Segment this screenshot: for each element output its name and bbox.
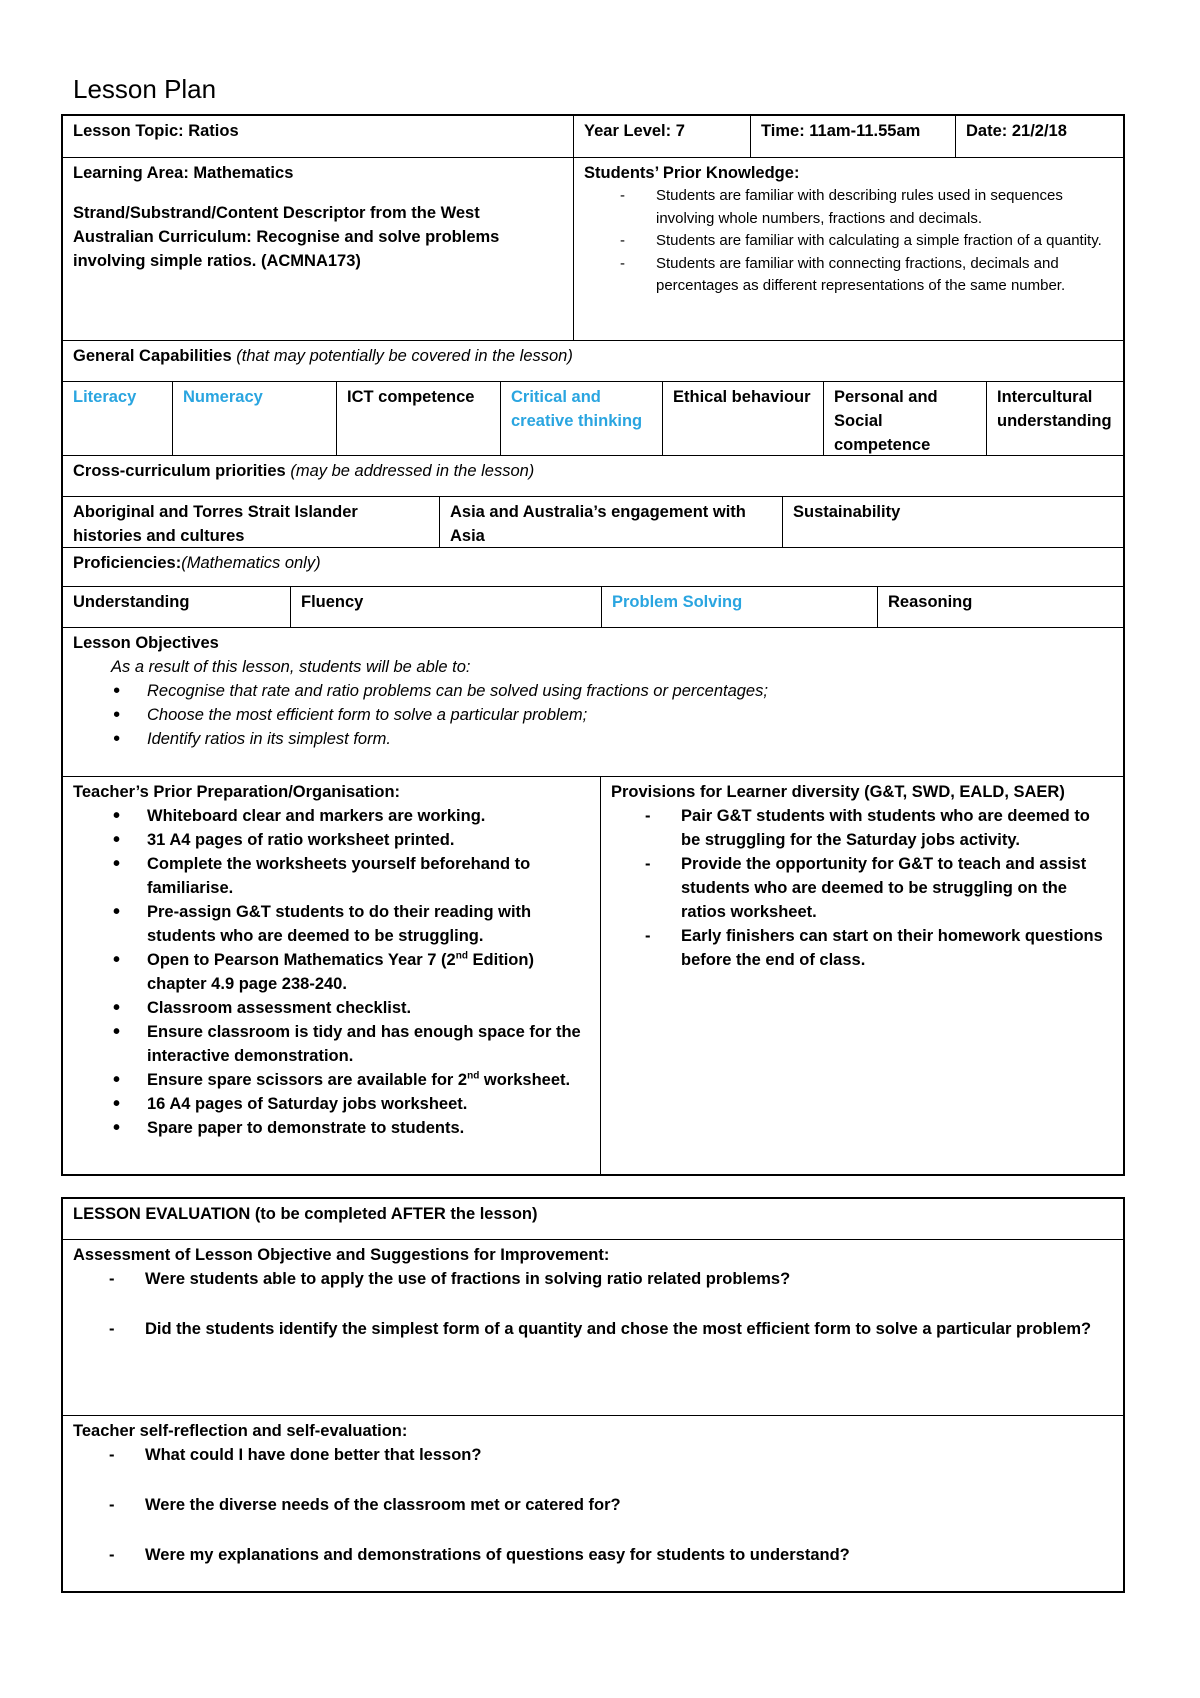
objective-item: • Identify ratios in its simplest form. bbox=[111, 727, 1113, 751]
objectives-title: Lesson Objectives bbox=[73, 634, 219, 652]
proficiency-problem-solving: Problem Solving bbox=[601, 587, 877, 627]
reflection-item: - Were the diverse needs of the classroom met or catered for? bbox=[109, 1493, 1113, 1517]
assessment-cell bbox=[63, 1240, 1123, 1415]
proficiency-reasoning: Reasoning bbox=[877, 587, 1123, 627]
capability-personal-social: Personal and Social competence bbox=[823, 382, 986, 455]
diversity-title: Provisions for Learner diversity (G&T, SWD, EALD, SAER) bbox=[611, 783, 1065, 801]
preparation-item-text: Open to Pearson Mathematics Year 7 (2 bbox=[147, 951, 456, 969]
spacer bbox=[109, 1517, 1113, 1543]
proficiencies-row bbox=[63, 586, 1123, 627]
capabilities-label: General Capabilities bbox=[73, 347, 232, 365]
cross-curriculum-row bbox=[63, 496, 1123, 547]
preparation-item: • 16 A4 pages of Saturday jobs worksheet. bbox=[111, 1092, 590, 1116]
evaluation-title: LESSON EVALUATION (to be completed AFTER the lesson) bbox=[73, 1205, 538, 1223]
content-descriptor: Strand/Substrand/Content Descriptor from the West Australian Curriculum: Recognise and solve problems involving simple ratios. (ACMNA173) bbox=[73, 204, 500, 270]
proficiencies-note: (Mathematics only) bbox=[181, 554, 321, 572]
objective-item: • Recognise that rate and ratio problems can be solved using fractions or percentages; bbox=[111, 679, 1113, 703]
diversity-item: - Pair G&T students with students who are deemed to be struggling for the Saturday jobs activity. bbox=[645, 804, 1113, 852]
reflection-title: Teacher self-reflection and self-evaluation: bbox=[73, 1422, 408, 1440]
learning-area: Learning Area: Mathematics bbox=[73, 164, 294, 182]
objectives-cell bbox=[63, 628, 1123, 776]
superscript: nd bbox=[455, 950, 468, 962]
proficiencies-heading-row bbox=[63, 547, 1123, 586]
preparation-item-text: Edition) chapter 4.9 page 238-240. bbox=[147, 951, 534, 993]
reflection-item: - Were my explanations and demonstrations of questions easy for students to understand? bbox=[109, 1543, 1113, 1567]
header-row bbox=[63, 116, 1123, 157]
preparation-item: • Pre-assign G&T students to do their reading with students who are deemed to be struggling. bbox=[111, 900, 590, 948]
prior-knowledge-item: - Students are familiar with describing rules used in sequences involving whole numbers, fractions and decimals. bbox=[620, 185, 1113, 230]
proficiency-understanding: Understanding bbox=[73, 593, 190, 611]
prior-knowledge-title: Students’ Prior Knowledge: bbox=[584, 164, 800, 182]
lesson-topic: Lesson Topic: Ratios bbox=[73, 122, 239, 140]
spacer bbox=[109, 1291, 1113, 1317]
learning-area-cell bbox=[63, 158, 573, 340]
capabilities-row bbox=[63, 381, 1123, 455]
assessment-item: - Were students able to apply the use of fractions in solving ratio related problems? bbox=[109, 1267, 1113, 1291]
diversity-item: - Provide the opportunity for G&T to teach and assist students who are deemed to be struggling on the ratios worksheet. bbox=[645, 852, 1113, 924]
objective-item: • Choose the most efficient form to solve a particular problem; bbox=[111, 703, 1113, 727]
spacer bbox=[109, 1467, 1113, 1493]
capabilities-note: (that may potentially be covered in the lesson) bbox=[236, 347, 573, 365]
assessment-title: Assessment of Lesson Objective and Suggestions for Improvement: bbox=[73, 1246, 610, 1264]
capability-numeracy: Numeracy bbox=[172, 382, 336, 455]
diversity-cell bbox=[600, 777, 1123, 1174]
preparation-item-text: Ensure spare scissors are available for 2 bbox=[147, 1071, 468, 1089]
cross-curriculum-note: (may be addressed in the lesson) bbox=[290, 462, 535, 480]
capabilities-heading-row bbox=[63, 340, 1123, 381]
capability-ict: ICT competence bbox=[336, 382, 500, 455]
reflection-row bbox=[63, 1415, 1123, 1591]
objectives-intro: As a result of this lesson, students will be able to: bbox=[111, 658, 471, 676]
diversity-item: - Early finishers can start on their homework questions before the end of class. bbox=[645, 924, 1113, 972]
priority-asia: Asia and Australia’s engagement with Asia bbox=[439, 497, 782, 547]
priority-aboriginal: Aboriginal and Torres Strait Islander histories and cultures bbox=[73, 503, 358, 545]
preparation-item: • Spare paper to demonstrate to students. bbox=[111, 1116, 590, 1140]
capability-ethical: Ethical behaviour bbox=[662, 382, 823, 455]
lesson-plan-table bbox=[61, 114, 1125, 1176]
superscript: nd bbox=[467, 1070, 480, 1082]
preparation-item: • Whiteboard clear and markers are working. bbox=[111, 804, 590, 828]
page-title: Lesson Plan bbox=[73, 74, 217, 104]
preparation-item bbox=[111, 948, 590, 996]
preparation-title: Teacher’s Prior Preparation/Organisation: bbox=[73, 783, 401, 801]
prior-knowledge-cell bbox=[573, 158, 1123, 340]
prior-knowledge-item: - Students are familiar with connecting fractions, decimals and percentages as different representations of the same number. bbox=[620, 253, 1113, 298]
evaluation-table bbox=[61, 1197, 1125, 1593]
capabilities-heading bbox=[63, 341, 1123, 381]
preparation-item bbox=[111, 1068, 590, 1092]
learning-row bbox=[63, 157, 1123, 340]
assessment-row bbox=[63, 1239, 1123, 1415]
prior-knowledge-item: - Students are familiar with calculating a simple fraction of a quantity. bbox=[620, 230, 1113, 253]
year-level: Year Level: 7 bbox=[573, 116, 750, 157]
preparation-item-text: worksheet. bbox=[479, 1071, 571, 1089]
evaluation-heading-row bbox=[63, 1199, 1123, 1239]
capability-literacy: Literacy bbox=[73, 388, 137, 406]
cross-curriculum-heading bbox=[63, 456, 1123, 496]
assessment-item: - Did the students identify the simplest form of a quantity and chose the most efficient form to solve a particular problem? bbox=[109, 1317, 1113, 1341]
preparation-item: • Ensure classroom is tidy and has enough space for the interactive demonstration. bbox=[111, 1020, 590, 1068]
preparation-item: • Classroom assessment checklist. bbox=[111, 996, 590, 1020]
proficiencies-heading bbox=[63, 548, 1123, 586]
cross-curriculum-heading-row bbox=[63, 455, 1123, 496]
proficiencies-label: Proficiencies: bbox=[73, 554, 182, 572]
preparation-item: • 31 A4 pages of ratio worksheet printed. bbox=[111, 828, 590, 852]
lesson-date: Date: 21/2/18 bbox=[955, 116, 1123, 157]
reflection-item: - What could I have done better that lesson? bbox=[109, 1443, 1113, 1467]
preparation-item: • Complete the worksheets yourself beforehand to familiarise. bbox=[111, 852, 590, 900]
lesson-time: Time: 11am-11.55am bbox=[750, 116, 955, 157]
objectives-row bbox=[63, 627, 1123, 776]
reflection-cell bbox=[63, 1416, 1123, 1591]
priority-sustainability: Sustainability bbox=[782, 497, 1123, 547]
proficiency-fluency: Fluency bbox=[290, 587, 601, 627]
preparation-cell bbox=[63, 777, 600, 1174]
capability-critical-thinking: Critical and creative thinking bbox=[500, 382, 662, 455]
cross-curriculum-label: Cross-curriculum priorities bbox=[73, 462, 286, 480]
preparation-row bbox=[63, 776, 1123, 1174]
capability-intercultural: Intercultural understanding bbox=[986, 382, 1123, 455]
